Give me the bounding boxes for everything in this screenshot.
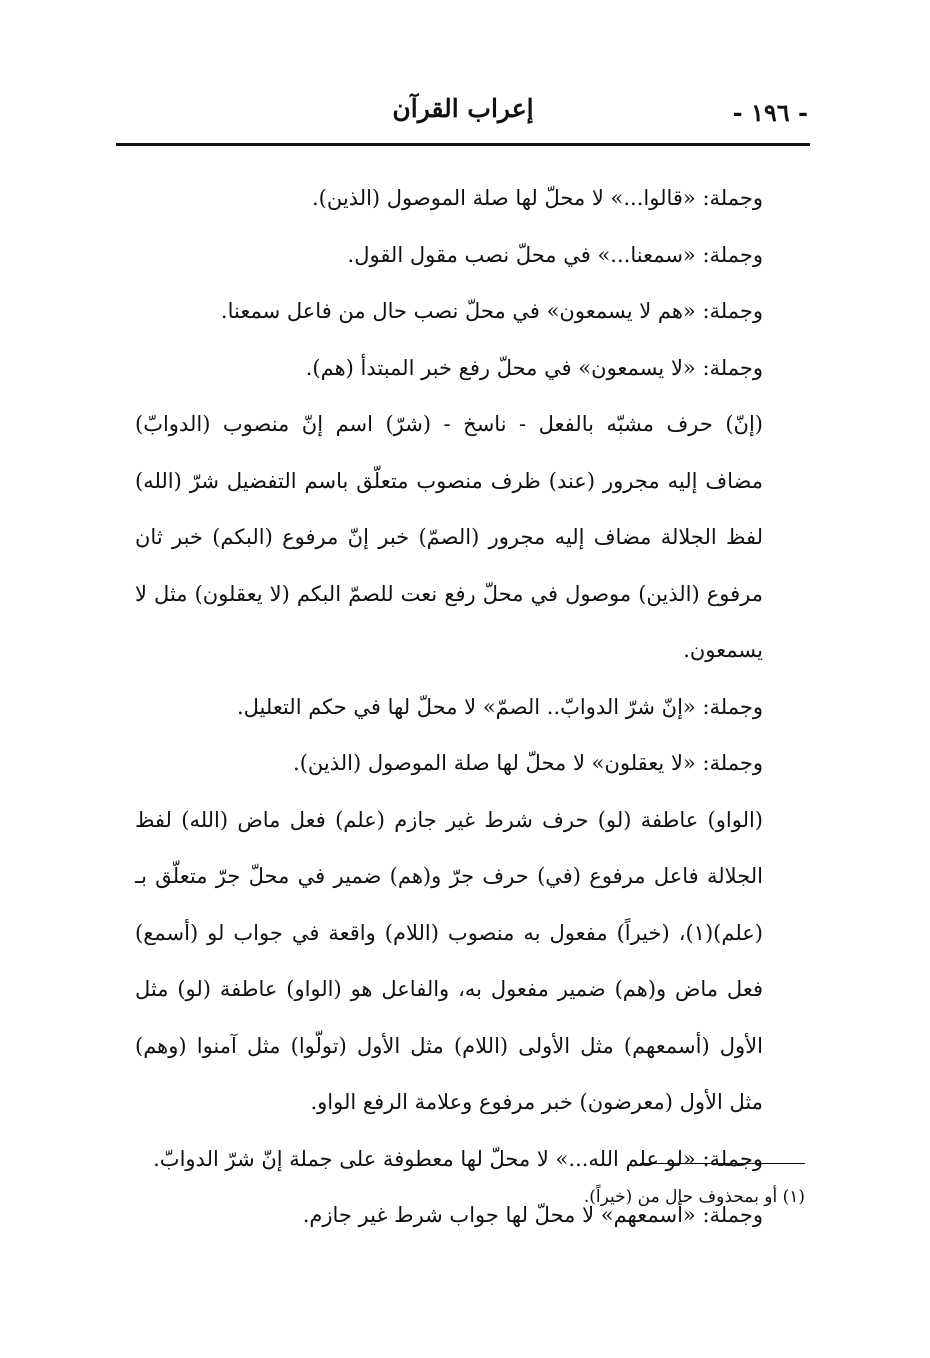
header-divider	[116, 143, 810, 146]
paragraph-1: وجملة: «قالوا...» لا محلّ لها صلة الموصول (الذين).	[311, 186, 763, 210]
paragraph-4: وجملة: «لا يسمعون» في محلّ رفع خبر المبتدأ (هم).	[305, 355, 763, 380]
running-title: إعراب القرآن	[392, 94, 534, 123]
paragraph-3: وجملة: «هم لا يسمعون» في محلّ نصب حال من فاعل سمعنا.	[220, 299, 763, 323]
page-header	[118, 92, 808, 142]
paragraph-6: وجملة: «إنّ شرّ الدوابّ.. الصمّ» لا محلّ لها في حكم التعليل.	[236, 694, 763, 719]
paragraph-9: وجملة: «لو علم الله...» لا محلّ لها معطوفة على جملة إنّ شرّ الدوابّ.	[153, 1146, 763, 1171]
paragraph-7: وجملة: «لا يعقلون» لا محلّ لها صلة الموصول (الذين).	[293, 751, 763, 775]
paragraph-8: (الواو) عاطفة (لو) حرف شرط غير جازم (علم) فعل ماض (الله) لفظ الجلالة فاعل مرفوع (في) حرف جرّ و(هم) ضمير في محلّ جرّ متعلّق بـ (علم)(١)، (خيراً) مفعول به منصوب (اللام) واقعة في جواب لو (أسمع) فعل ماض و(هم) ضمير مفعول به، والفاعل هو (الواو) عاطفة (لو) مثل الأول (أسمعهم) مثل الأولى (اللام) مثل الأول (تولّوا) مثل آمنوا (وهم) مثل الأول (معرضون) خبر مرفوع وعلامة الرفع الواو.	[135, 807, 763, 1114]
paragraph-5: (إنّ) حرف مشبّه بالفعل - ناسخ - (شرّ) اسم إنّ منصوب (الدوابّ) مضاف إليه مجرور (عند) ظرف منصوب متعلّق باسم التفضيل شرّ (الله) لفظ الجلالة مضاف إليه مجرور (الصمّ) خبر إنّ مرفوع (البكم) خبر ثان مرفوع (الذين) موصول في محلّ رفع نعت للصمّ البكم (لا يعقلون) مثل لا يسمعون.	[135, 412, 763, 662]
paragraph-2: وجملة: «سمعنا...» في محلّ نصب مقول القول.	[347, 242, 763, 267]
page-number: - ١٩٦ -	[732, 98, 808, 127]
footnote: (١) أو بمحذوف حال من (خيراً).	[583, 1187, 805, 1207]
footnote-divider	[640, 1163, 805, 1164]
main-text	[135, 170, 803, 1244]
paragraph-10: وجملة: «أسمعهم» لا محلّ لها جواب شرط غير جازم.	[302, 1203, 763, 1227]
